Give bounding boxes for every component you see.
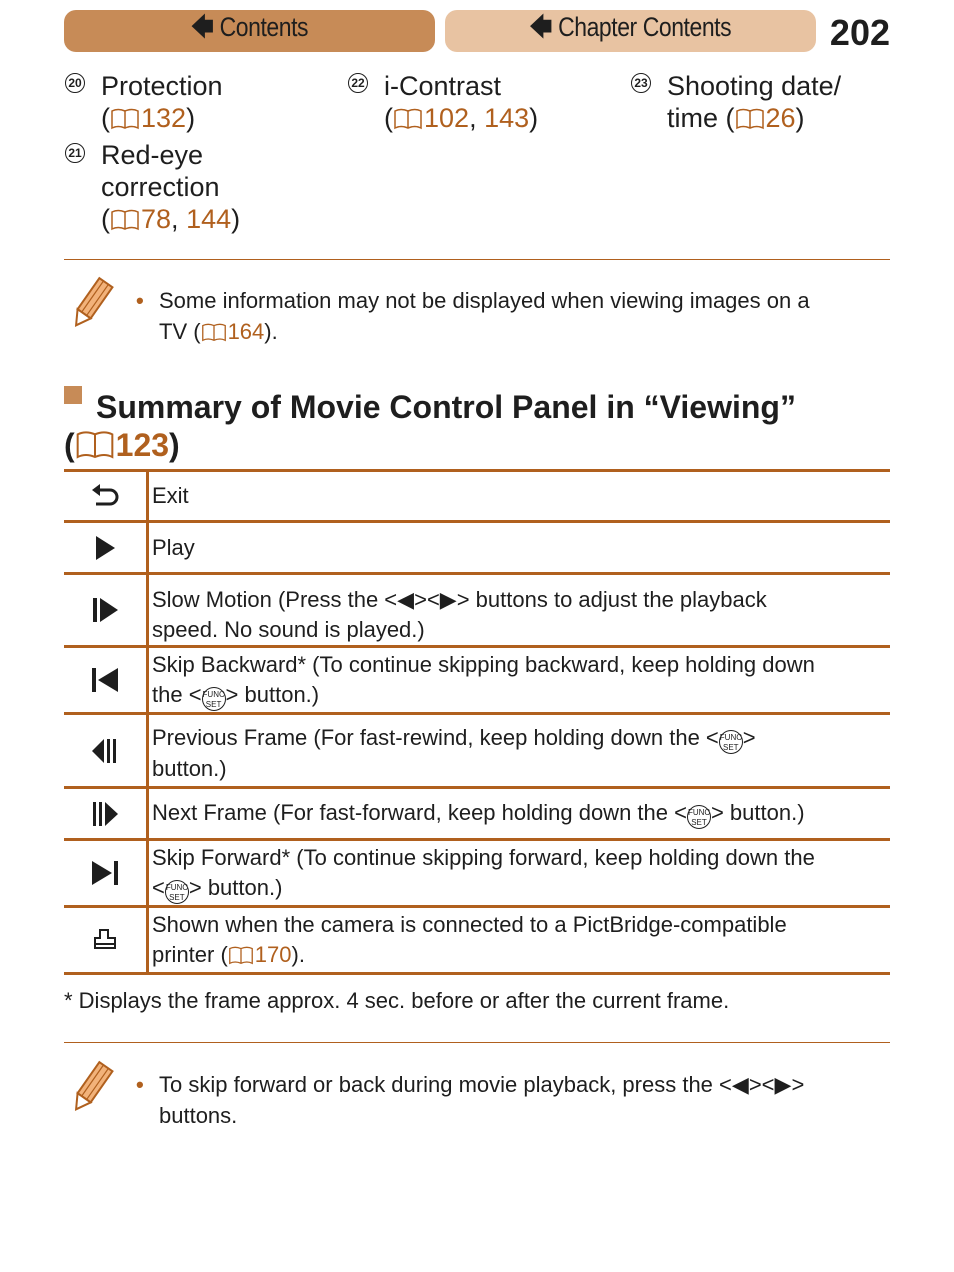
legend-item-protection <box>101 70 223 134</box>
desc-text: > buttons to adjust the playback <box>456 587 767 612</box>
skip-forward-icon <box>90 859 120 887</box>
control-description: Play <box>152 534 195 560</box>
desc-text: >< <box>414 587 440 612</box>
control-description <box>152 575 890 645</box>
note-text: To skip forward or back during movie playback, press the < <box>159 1072 732 1097</box>
legend-text: Shooting date/ <box>667 71 842 101</box>
contents-label: Contents <box>219 12 309 42</box>
page-link[interactable]: 132 <box>141 103 187 133</box>
note-text: >< <box>748 1072 775 1097</box>
control-description <box>152 648 890 711</box>
paren: ( <box>64 427 75 463</box>
book-icon <box>393 108 423 130</box>
note-text: Some information may not be displayed when viewing images on a <box>159 288 810 313</box>
desc-text: button.) <box>152 756 227 781</box>
desc-text: printer ( <box>152 942 228 967</box>
page-link[interactable]: 123 <box>115 427 170 463</box>
legend-number-22: 22 <box>348 73 368 93</box>
desc-text: > button.) <box>188 875 283 900</box>
note-text: TV ( <box>159 319 201 344</box>
book-icon <box>110 209 140 231</box>
chapter-contents-button[interactable] <box>445 10 816 52</box>
icon-cell <box>64 648 149 712</box>
control-description: Exit <box>152 483 189 508</box>
desc-text: Slow Motion (Press the < <box>152 587 398 612</box>
book-icon <box>228 946 254 965</box>
play-icon <box>93 534 117 562</box>
legend-text: Red-eye <box>101 140 204 170</box>
page-link[interactable]: 170 <box>254 942 292 967</box>
paren: ) <box>231 204 241 234</box>
func-set-icon: FUNC SET <box>719 730 743 754</box>
paren: ( <box>101 103 110 133</box>
control-description <box>152 789 890 838</box>
legend-text: i-Contrast <box>384 71 502 101</box>
desc-text: < <box>152 875 165 900</box>
desc-text: Previous Frame (For fast-rewind, keep holding down the < <box>152 725 719 750</box>
desc-text: the < <box>152 682 202 707</box>
book-icon <box>75 430 115 460</box>
chapter-contents-label: Chapter Contents <box>558 12 732 42</box>
control-description <box>152 908 890 970</box>
legend-number-20: 20 <box>65 73 85 93</box>
next-frame-icon <box>90 800 120 828</box>
note-text: ). <box>264 319 278 344</box>
icon-cell <box>64 841 149 905</box>
table-row <box>64 469 890 520</box>
section-title-ref <box>64 426 180 464</box>
footnote: * Displays the frame approx. 4 sec. before or after the current frame. <box>64 988 730 1013</box>
legend-text: Protection <box>101 71 223 101</box>
desc-text: Next Frame (For fast-forward, keep holding down the < <box>152 800 687 825</box>
page-number: 202 <box>829 12 890 53</box>
right-arrow-icon: ▶ <box>439 587 457 612</box>
page-link[interactable]: 144 <box>186 204 232 234</box>
desc-text: > button.) <box>225 682 320 707</box>
paren: ( <box>101 204 110 234</box>
book-icon <box>735 108 765 130</box>
paren: ( <box>384 103 393 133</box>
bullet-dot: • <box>136 1072 144 1097</box>
legend-text: correction <box>101 172 220 202</box>
icon-cell <box>64 523 149 572</box>
printer-connected-icon <box>91 928 119 952</box>
skip-backward-icon <box>90 666 120 694</box>
note-text: buttons. <box>159 1103 238 1128</box>
note-text: > <box>791 1072 805 1097</box>
table-row <box>64 712 890 786</box>
page-link[interactable]: 164 <box>227 319 265 344</box>
left-arrow-icon: ◀ <box>731 1072 749 1097</box>
func-set-icon: FUNC SET <box>165 880 189 904</box>
book-icon <box>201 323 227 342</box>
right-arrow-icon: ▶ <box>774 1072 792 1097</box>
bullet-dot: • <box>136 288 144 313</box>
desc-text: Shown when the camera is connected to a PictBridge-compatible <box>152 912 787 937</box>
func-set-icon: FUNC SET <box>202 687 226 711</box>
page-link[interactable]: 102 <box>424 103 470 133</box>
section-marker <box>64 386 82 404</box>
table-row <box>64 645 890 712</box>
slow-motion-icon <box>90 596 120 624</box>
exit-icon <box>90 482 120 510</box>
func-set-icon: FUNC SET <box>687 805 711 829</box>
book-icon <box>110 108 140 130</box>
control-description <box>152 715 890 784</box>
previous-frame-icon <box>90 737 120 765</box>
table-row <box>64 520 890 572</box>
divider <box>64 1042 890 1043</box>
control-description <box>152 841 890 904</box>
paren: ) <box>169 427 180 463</box>
desc-text: Skip Backward* (To continue skipping backward, keep holding down <box>152 652 815 677</box>
legend-number-21: 21 <box>65 143 85 163</box>
movie-control-table <box>64 469 890 975</box>
paren: ) <box>186 103 196 133</box>
page-link[interactable]: 78 <box>141 204 172 234</box>
icon-cell <box>64 575 149 645</box>
paren: ) <box>529 103 539 133</box>
legend-item-shooting-date <box>667 70 841 134</box>
pencil-icon <box>68 276 114 332</box>
icon-cell <box>64 472 149 520</box>
desc-text: Skip Forward* (To continue skipping forward, keep holding down the <box>152 845 815 870</box>
table-row <box>64 786 890 838</box>
desc-text: > <box>742 725 756 750</box>
table-row <box>64 905 890 975</box>
paren: ) <box>795 103 805 133</box>
pencil-icon <box>68 1060 114 1116</box>
arrow-left-icon: 🡄 <box>529 12 559 42</box>
legend-item-red-eye: Red-eye correction ( 78, 144) <box>101 140 241 234</box>
page-link[interactable]: 26 <box>765 103 796 133</box>
legend-number-23: 23 <box>631 73 651 93</box>
left-arrow-icon: ◀ <box>397 587 415 612</box>
icon-cell <box>64 908 149 972</box>
desc-text: > button.) <box>710 800 805 825</box>
icon-cell <box>64 789 149 838</box>
section-title: Summary of Movie Control Panel in “Viewing” <box>96 389 796 425</box>
arrow-left-icon: 🡄 <box>190 12 220 42</box>
contents-button[interactable] <box>64 10 435 52</box>
page-link[interactable]: 143 <box>484 103 530 133</box>
desc-text: speed. No sound is played.) <box>152 617 425 642</box>
table-row <box>64 838 890 905</box>
divider <box>64 259 890 260</box>
legend-text: time ( <box>667 103 735 133</box>
icon-cell <box>64 715 149 786</box>
table-row <box>64 572 890 645</box>
legend-item-i-contrast: i-Contrast ( 102, 143) <box>384 71 539 133</box>
desc-text: ). <box>291 942 305 967</box>
